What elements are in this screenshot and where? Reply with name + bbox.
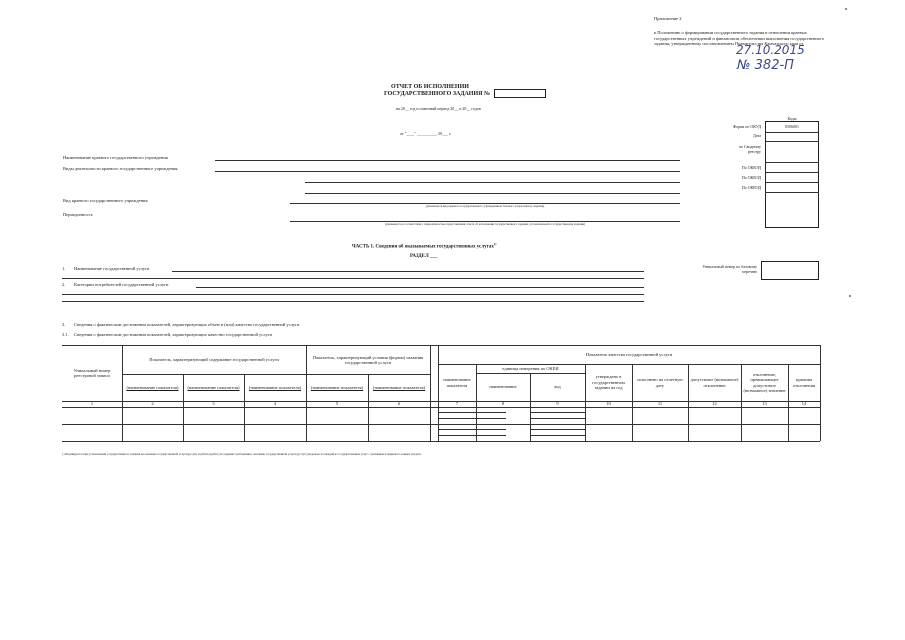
col-num-10: 10 (606, 401, 611, 407)
report-period: на 20__ год и плановый период 20__ и 20__ годов (396, 106, 481, 111)
th-indicator-name: наименование показателя (443, 377, 471, 388)
item1-num: 1. (62, 266, 66, 271)
okud-label: Форма по ОКУД (732, 124, 761, 129)
col-num-8: 8 (501, 401, 505, 407)
registry-label: по Сводному реестру (738, 144, 761, 154)
report-title-line2: ГОСУДАРСТВЕННОГО ЗАДАНИЯ № (384, 91, 490, 97)
th-deviation-over: отклонение, превышающее допустимое (возможное) значение (743, 371, 786, 393)
footnote: 1) Формируется при установлении государственного задания на оказание государственной услуги (услуг) и работы (работ) и содержит требования к оказанию государственной услуги (услуг) раздельно по каждой из государственных услуг с указанием порядкового номера раздела. (62, 452, 422, 456)
col-num-9: 9 (556, 401, 559, 407)
th-sub-name-1: (наименование показателя) (126, 385, 179, 391)
periodicity-hint: (указывается в соответствии с периодичностью представления отчета об исполнении государственного задания, установленной в государственном задании) (384, 222, 586, 226)
th-unit-code: код (554, 384, 561, 390)
report-date: от "____" __________ 20___ г. (400, 131, 452, 136)
okved-label-3: По ОКВЭД (741, 185, 761, 190)
col-num-11: 11 (657, 401, 663, 407)
section-title: РАЗДЕЛ ___ (410, 254, 438, 259)
report-number-box[interactable] (494, 89, 546, 98)
activity-types-line-2[interactable] (305, 182, 680, 183)
table-row[interactable] (62, 424, 820, 441)
unique-number-label: Уникальный номер по базовому перечню (702, 264, 757, 274)
th-executed: исполнено на отчетную дату (637, 377, 683, 388)
th-sub-name-2: (наименование показателя) (187, 385, 240, 391)
codes-header: Коды (787, 116, 797, 121)
scan-dot (845, 8, 847, 10)
activity-types-line-1[interactable] (215, 171, 680, 172)
item1-label: Наименование государственной услуги (74, 266, 150, 271)
item2-line-2[interactable] (62, 294, 644, 295)
unique-number-box[interactable] (761, 261, 819, 280)
th-unit-name: наименование (489, 384, 517, 390)
col-num-6: 6 (397, 401, 401, 407)
activity-types-label: Виды деятельности краевого государственного учреждения (63, 166, 178, 171)
th-quality-group: Показатель качества государственной услуги (585, 352, 673, 358)
col-num-7: 7 (455, 401, 459, 407)
item2-num: 2. (62, 282, 66, 287)
report-title-line1: ОТЧЕТ ОБ ИСПОЛНЕНИИ (391, 84, 469, 90)
col-num-13: 13 (762, 401, 767, 407)
institution-type-label: Вид краевого государственного учреждения (63, 198, 148, 203)
periodicity-label: Периодичность (63, 212, 93, 217)
okved-label-1: По ОКВЭД (741, 165, 761, 170)
item2-line-1[interactable] (196, 287, 644, 288)
codes-table (765, 121, 819, 228)
th-unique-number: Уникальный номер реестровой записи (73, 367, 111, 378)
item2-label: Категории потребителей государственной услуги (74, 282, 169, 287)
th-sub-name-3: (наименование показателя) (248, 385, 302, 391)
col-num-5: 5 (335, 401, 339, 407)
okud-value: 0506001 (785, 124, 799, 129)
part-title: ЧАСТЬ 1. Сведения об оказываемых государственных услугах$^{1)}$ (352, 242, 497, 250)
th-approved: утверждено в государственном задании на год (592, 374, 625, 391)
item1-line-2[interactable] (62, 278, 644, 279)
institution-name-label: Наименование краевого государственного учреждения (63, 155, 168, 160)
handwritten-date: 27.10.2015 (736, 43, 805, 57)
okved-label-2: По ОКВЭД (741, 175, 761, 180)
item31-label: Сведения о фактическом достижении показателей, характеризующих качество государственной услуги (74, 332, 272, 337)
handwritten-number: № 382-П (737, 58, 794, 73)
col-num-12: 12 (712, 401, 717, 407)
appendix-text: к Положению о формировании государственного задания в отношении краевых государственных учреждений и финансовом обеспечении выполнения государственного задания, утвержденному постановлением Правительства Камчатского края от (654, 30, 825, 46)
institution-name-line[interactable] (215, 160, 680, 161)
activity-types-line-3[interactable] (305, 193, 680, 194)
th-sub-name-5: (наименование показателя) (372, 385, 426, 391)
col-num-3: 3 (212, 401, 215, 407)
item31-num: 3.1. (62, 332, 69, 337)
th-deviation: допустимое (возможное) отклонение (690, 377, 739, 388)
col-num-14: 14 (801, 401, 807, 407)
col-num-2: 2 (151, 401, 154, 407)
scan-dot (849, 295, 851, 297)
item3-num: 3. (62, 322, 66, 327)
col-num-4: 4 (273, 401, 277, 407)
table-row[interactable] (62, 407, 820, 424)
col-num-1: 1 (90, 401, 94, 407)
item3-label: Сведения о фактическом достижении показателей, характеризующих объем и (или) качество государственной услуги (74, 322, 300, 327)
item2-line-3[interactable] (62, 301, 644, 302)
date-label: Дата (753, 133, 761, 138)
institution-type-hint: (указывается вид краевого государственного учреждения из базового (отраслевого) перечня) (425, 204, 545, 208)
th-reason: причина отклонения (792, 377, 816, 388)
th-content-group: Показатель, характеризующий содержание государственной услуги (149, 357, 279, 363)
item1-line-1[interactable] (172, 271, 644, 272)
th-unit-group: единица измерения по ОКЕИ (502, 365, 559, 371)
appendix-title: Приложение 2 (654, 16, 682, 21)
th-sub-name-4: (наименование показателя) (310, 385, 364, 391)
th-conditions-group: Показатель, характеризующий условия (формы) оказания государственной услуги (312, 354, 424, 365)
